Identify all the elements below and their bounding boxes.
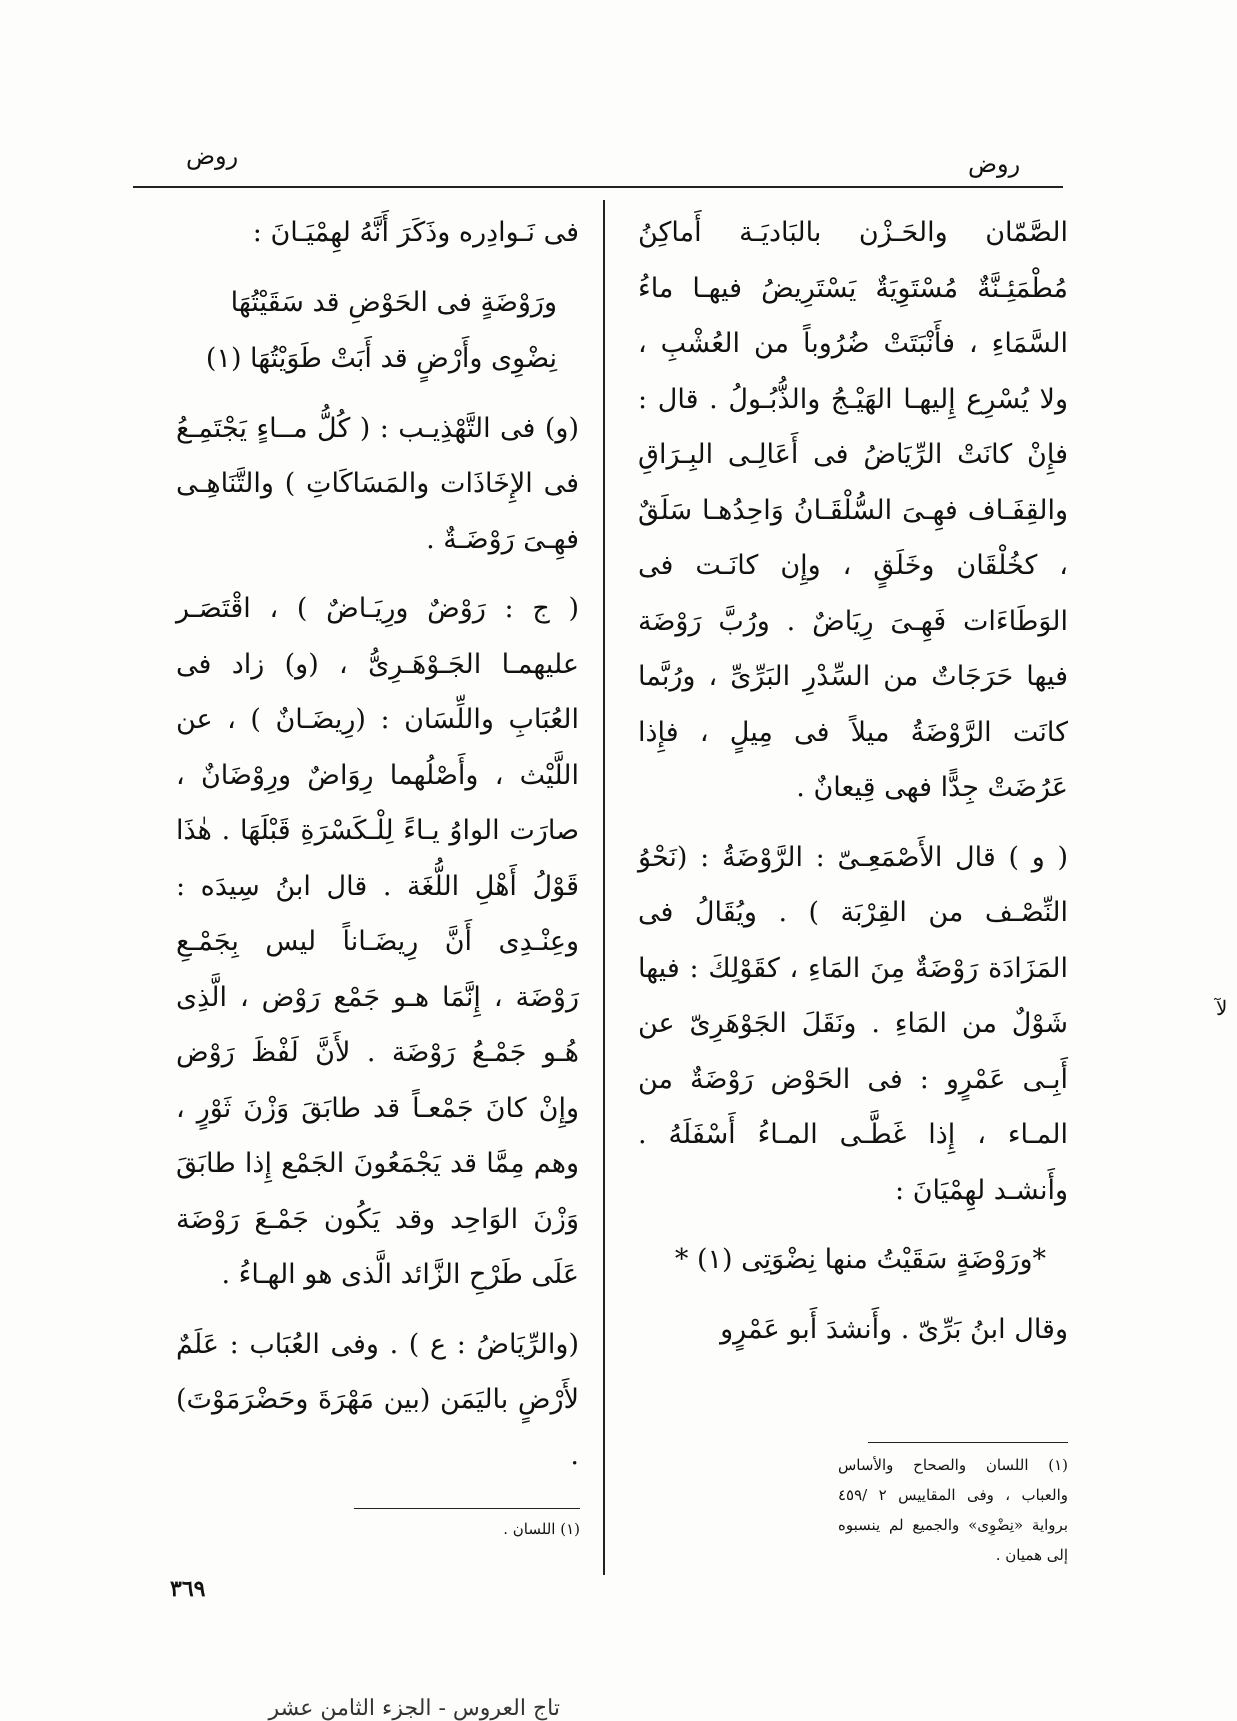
right-column xyxy=(638,205,1068,1358)
right-last-line: وقال ابنُ بَرِّىّ . وأَنشدَ أَبو عَمْرٍو xyxy=(720,1314,1068,1345)
headword-right: روض xyxy=(968,150,1021,178)
edge-mark: لآ xyxy=(1216,996,1228,1020)
left-column xyxy=(176,205,579,1483)
column-separator xyxy=(603,200,605,1575)
bottom-fragment: تاج العروس - الجزء الثامن عشر xyxy=(268,1696,560,1721)
right-verse: *ورَوْضَةٍ سَقَيْتُ منها نِضْوَتِى (١) * xyxy=(674,1244,1046,1275)
right-paragraph-1: الصَّمّان والحَـزْن بالبَاديَـة أَماكِنُ مُطْمَئِـنَّةٌ مُسْتَوِيَةٌ يَسْتَرِيضُ فيهـا ماءُ السَّمَاءِ ، فأَنْبَتَتْ ضُرُوباً من العُشْبِ ، ولا يُسْرِع إِليهـا الهَيْـجُ والذُّبُـولُ . قال : فإِنْ كانَتْ الرِّيَاضُ فى أَعَالِـى البِـرَاقِ والقِفَـاف فهِـىَ السُّلْقَـانُ وَاحِدُهـا سَلَقٌ ، كخُلْقَان وخَلَقٍ ، وإِن كانَـت فى الوَطَاءَات فَهِـىَ رِيَاضٌ . ورُبَّ رَوْضَة فيها حَرَجَاتٌ من السِّدْرِ البَرِّىِّ ، ورُبَّما كانَت الرَّوْضَةُ ميلاً فى مِيلٍ ، فإِذا عَرُضَتْ جِدًّا فهى قِيعانٌ . xyxy=(638,217,1068,803)
headword-left: روض xyxy=(186,142,239,170)
left-paragraph-3: (والرِّيَاضُ : ع ) . وفى العُبَاب : عَلَمٌ لأَرْضٍ باليَمَن (بين مَهْرَةَ وحَضْرَمَوْتَ) . xyxy=(176,1328,579,1471)
left-verse-line-2: نِضْوِى وأَرْضٍ قد أَبَتْ طَوَيْتُهَا (١) xyxy=(205,342,557,374)
header-rule xyxy=(133,186,1063,188)
right-paragraph-2: ( و ) قال الأَصْمَعِـىّ : الرَّوْضَةُ : (نَحْوُ النِّصْـف من القِرْبَة ) . ويُقَالُ فى المَزَادَة رَوْضَةٌ مِنَ المَاءِ ، كقَوْلِكَ : فيها شَوْلٌ من المَاءِ . ونَقَلَ الجَوْهَرِىّ عن أَبِـى عَمْرٍو : فى الحَوْض رَوْضَةٌ من المـاء ، إِذا غَطَّـى المـاءُ أَسْفَلَهُ . وأَنشـد لهِمْيَانَ : xyxy=(638,841,1068,1206)
left-verse-line-1: ورَوْضَةٍ فى الحَوْضِ قد سَقَيْتُهَا xyxy=(230,286,557,318)
footnote-rule-right xyxy=(868,1442,1068,1443)
left-paragraph-2: ( ج : رَوْضٌ ورِيَـاضٌ ) ، اقْتَصَـر عليهمـا الجَـوْهَـرِىُّ ، (و) زاد فى العُبَابِ واللِّسَان : (رِيضَـانٌ ) ، عن اللَّيْث ، وأَصْلُهما رِوَاضٌ ورِوْضَانٌ ، صارَت الواوُ يـاءً لِلْـكَسْرَةِ قَبْلَهَا . هٰذَا قَوْلُ أَهْلِ اللُّغَة . قال ابنُ سِيدَه : وعِنْـدِى أَنَّ رِيضَـاناً ليس بِجَمْـعِ رَوْضَة ، إِنَّمَا هـو جَمْع رَوْض ، الَّذِى هُـو جَمْـعُ رَوْضَة . لأَنَّ لَفْظَ رَوْض وإِنْ كانَ جَمْعـاً قد طابَقَ وَزْنَ ثَوْرٍ ، وهم مِمَّا قد يَجْمَعُونَ الجَمْع إِذا طابَقَ وَزْنَ الوَاحِد وقد يَكُون جَمْـعَ رَوْضَة عَلَى طَرْحِ الزَّائد الَّذى هو الهـاءُ . xyxy=(176,593,579,1290)
footnote-rule-left xyxy=(354,1508,580,1509)
left-paragraph-1: (و) فى التَّهْذِيـب : ( كُلُّ مــاءٍ يَجْتَمِـعُ فى الإِخَاذَات والمَسَاكَاتِ ) والتَّنَاهِـى فهِـىَ رَوْضَـةٌ . xyxy=(176,412,579,555)
page-number: ٣٦٩ xyxy=(170,1576,206,1602)
footnote-right: (١) اللسان والصحاح والأساس والعباب ، وفى المقاييس ٢ /٤٥٩ برواية «نِضْوِى» والجميع لم ينسبوه إلى هميان . xyxy=(838,1456,1068,1564)
footnote-left: (١) اللسان . xyxy=(503,1520,580,1538)
left-paragraph-0: فى نَـوادِره وذَكَرَ أَنَّهُ لهِمْيَـانَ : xyxy=(252,217,579,248)
